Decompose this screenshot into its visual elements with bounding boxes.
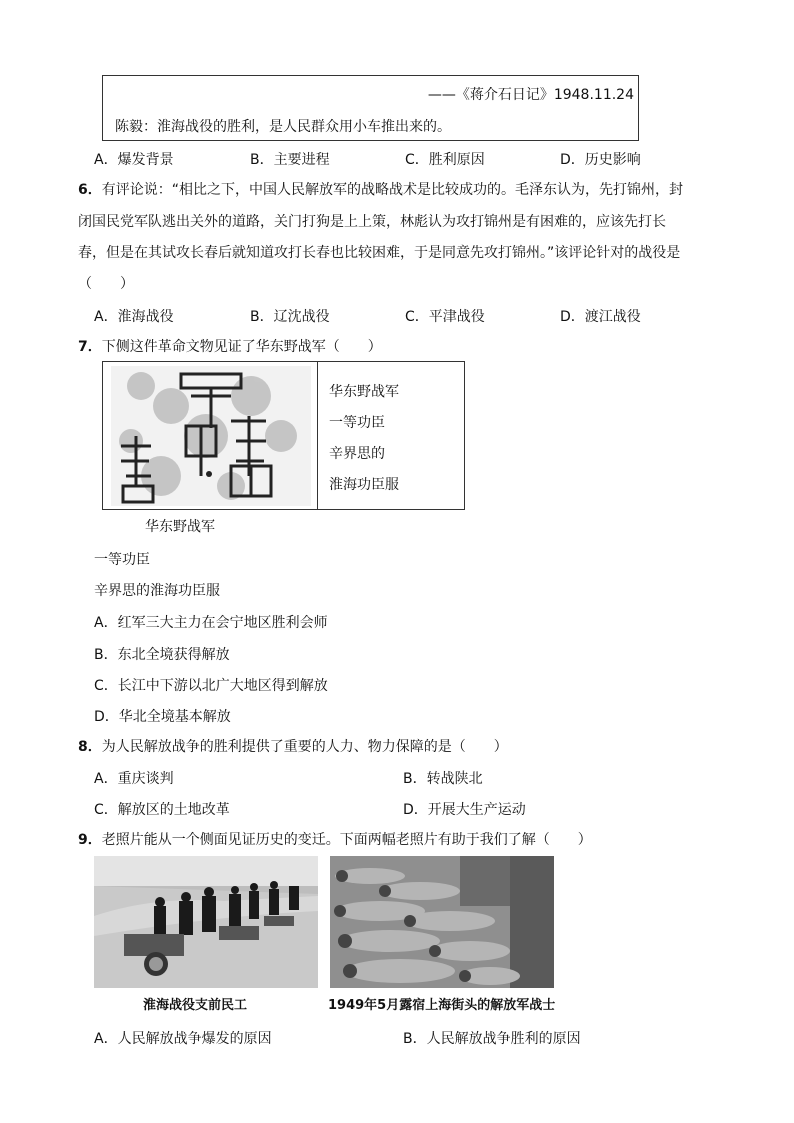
q6-option-a[interactable]: A．淮海战役: [94, 309, 174, 325]
q5-option-d[interactable]: D．历史影响: [560, 152, 641, 168]
quote-text: 陈毅：淮海战役的胜利，是人民群众用小车推出来的。: [115, 119, 451, 135]
q8-option-a[interactable]: A．重庆谈判: [94, 771, 174, 787]
photo-civilian-laborers: [94, 856, 318, 988]
q5-option-a[interactable]: A．爆发背景: [94, 152, 174, 168]
q8-option-b[interactable]: B．转战陕北: [403, 771, 483, 787]
q9-option-a[interactable]: A．人民解放战争爆发的原因: [94, 1031, 272, 1047]
quote-source: ——《蒋介石日记》1948.11.24: [427, 87, 634, 103]
q6-line2: 闭国民党军队逃出关外的道路，关门打狗是上上策，林彪认为攻打锦州是有困难的，应该先打长: [78, 214, 666, 230]
quote-box: [102, 75, 639, 141]
q7-number: 7．: [78, 339, 102, 355]
photo-caption-left: 淮海战役支前民工: [143, 998, 248, 1013]
q6-line3: 春，但是在其试攻长春后就知道攻打长春也比较困难，于是同意先攻打锦州。”该评论针对的战役是: [78, 245, 681, 261]
q8-number: 8．: [78, 739, 102, 755]
table-divider: [317, 362, 318, 509]
q7-option-a[interactable]: A．红军三大主力在会宁地区胜利会师: [94, 615, 328, 631]
q8-option-c[interactable]: C．解放区的土地改革: [94, 802, 230, 818]
artifact-caption-line3: 辛界思的淮海功臣服: [94, 583, 220, 599]
q5-option-c[interactable]: C．胜利原因: [405, 152, 485, 168]
table-line-4: 淮海功臣服: [329, 477, 399, 493]
table-line-3: 辛界思的: [329, 446, 385, 462]
q6-line1: 6．有评论说：“相比之下，中国人民解放军的战略战术是比较成功的。毛泽东认为，先打锦州，封: [78, 182, 684, 198]
q6-number: 6．: [78, 182, 102, 198]
q6-option-d[interactable]: D．渡江战役: [560, 309, 641, 325]
artifact-caption-line1: 华东野战军: [145, 519, 215, 535]
q6-line4: （ ）: [78, 276, 134, 292]
q6-option-c[interactable]: C．平津战役: [405, 309, 485, 325]
q7-stem: 7．下侧这件革命文物见证了华东野战军（ ）: [78, 339, 382, 355]
q9-option-b[interactable]: B．人民解放战争胜利的原因: [403, 1031, 581, 1047]
q7-option-c[interactable]: C．长江中下游以北广大地区得到解放: [94, 678, 328, 694]
q8-stem: 8．为人民解放战争的胜利提供了重要的人力、物力保障的是（ ）: [78, 739, 508, 755]
q7-option-d[interactable]: D．华北全境基本解放: [94, 709, 231, 725]
photo-caption-right: 1949年5月露宿上海街头的解放军战士: [328, 998, 556, 1013]
table-line-2: 一等功臣: [329, 415, 385, 431]
q9-stem: 9．老照片能从一个侧面见证历史的变迁。下面两幅老照片有助于我们了解（ ）: [78, 832, 592, 848]
artifact-caption-line2: 一等功臣: [94, 552, 150, 568]
q7-option-b[interactable]: B．东北全境获得解放: [94, 647, 230, 663]
artifact-stamp-image: [111, 366, 311, 506]
q8-option-d[interactable]: D．开展大生产运动: [403, 802, 526, 818]
photo-soldiers-sleeping: [330, 856, 554, 988]
table-line-1: 华东野战军: [329, 384, 399, 400]
q9-number: 9．: [78, 832, 102, 848]
artifact-table: [102, 361, 465, 510]
q5-option-b[interactable]: B．主要进程: [250, 152, 330, 168]
q6-option-b[interactable]: B．辽沈战役: [250, 309, 330, 325]
